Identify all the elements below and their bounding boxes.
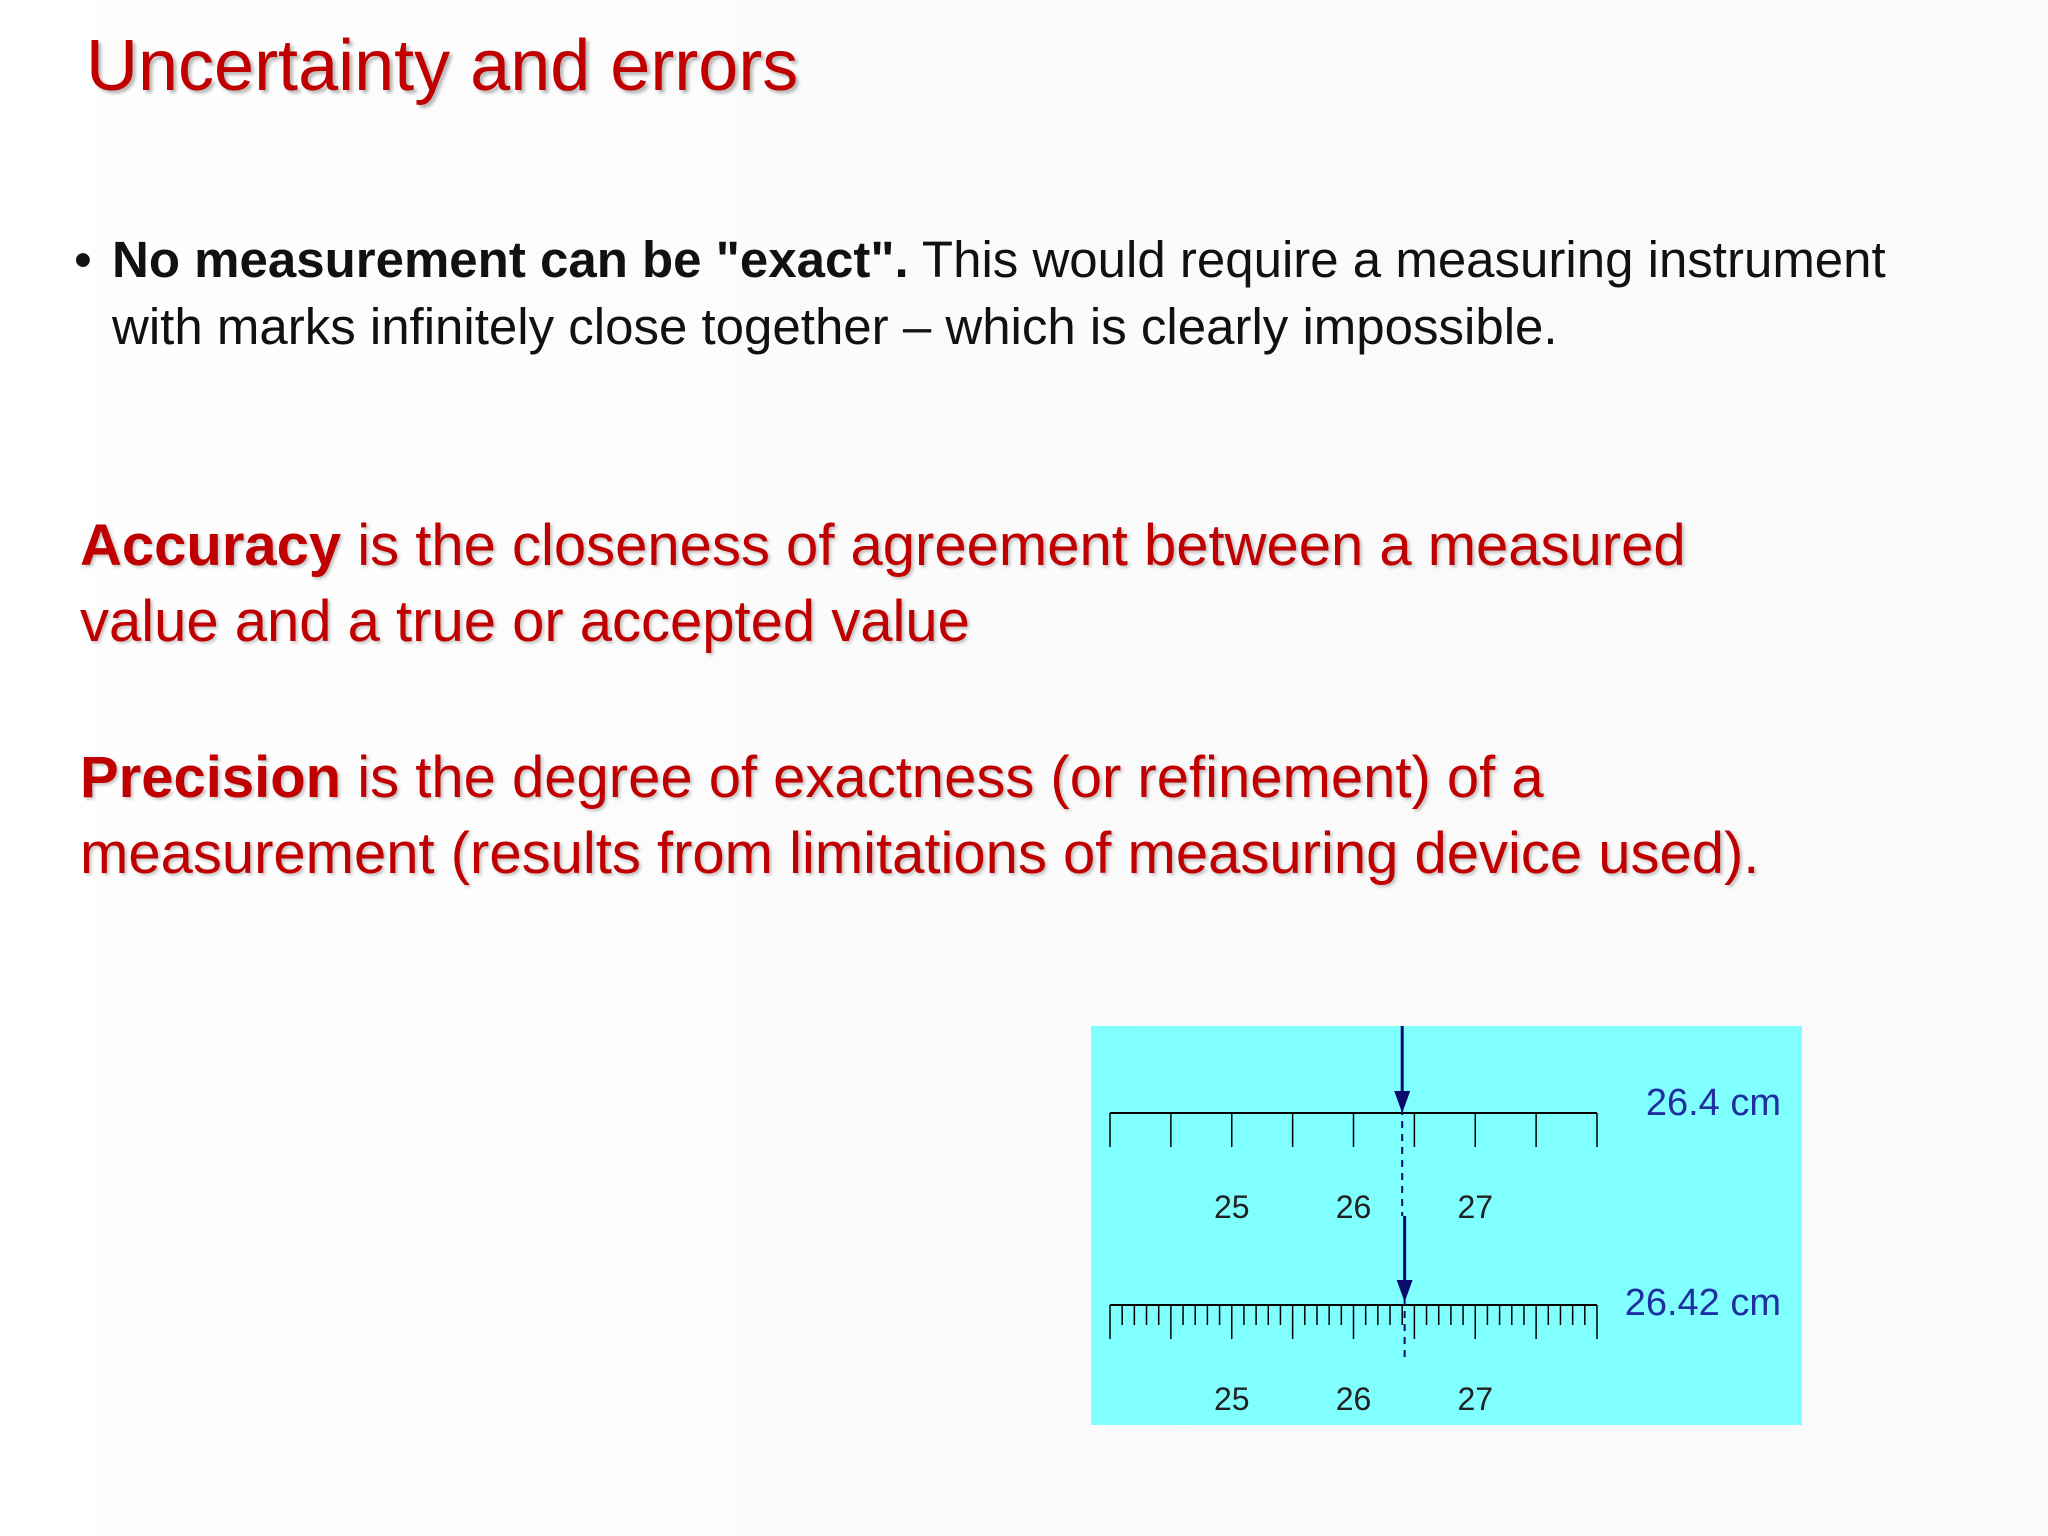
- coarse-ruler-tick-label: 25: [1213, 1189, 1250, 1225]
- fine-ruler-reading-label: 26.42 cm: [1624, 1282, 1781, 1324]
- ruler-figure: [1091, 1026, 1802, 1425]
- bullet-line-2: with marks infinitely close together – which is clearly impossible.: [112, 298, 1558, 355]
- coarse-ruler-tick-label: 26: [1335, 1189, 1372, 1225]
- accuracy-line-2: value and a true or accepted value: [80, 589, 970, 654]
- precision-line-1: [80, 740, 1960, 816]
- slide-title: Uncertainty and errors: [86, 26, 799, 106]
- accuracy-text-rest: is the closeness of agreement between a measured: [341, 513, 1686, 578]
- coarse-reading-arrow-head: [1394, 1091, 1410, 1113]
- bullet-bold-text: No measurement can be "exact".: [112, 231, 909, 288]
- ruler-diagram: [1091, 1026, 1802, 1425]
- fine-ruler-tick-label: 26: [1335, 1381, 1372, 1417]
- fine-reading-arrow-head: [1397, 1280, 1413, 1302]
- coarse-ruler-reading-label: 26.4 cm: [1645, 1082, 1781, 1124]
- bullet-point: [74, 226, 1974, 360]
- precision-term: Precision: [80, 745, 342, 810]
- coarse-ruler-tick-label: 27: [1457, 1189, 1494, 1225]
- bullet-line-1: [74, 226, 1974, 293]
- precision-line-2: measurement (results from limitations of measuring device used).: [80, 821, 1760, 886]
- bullet-text-rest: This would require a measuring instrument: [908, 231, 1886, 288]
- precision-text-rest: is the degree of exactness (or refinement) of a: [341, 745, 1544, 810]
- fine-ruler-tick-label: 25: [1213, 1381, 1250, 1417]
- accuracy-term: Accuracy: [80, 513, 342, 578]
- fine-ruler-tick-label: 27: [1457, 1381, 1494, 1417]
- bullet-marker: •: [74, 231, 92, 288]
- accuracy-line-1: [80, 508, 1960, 584]
- accuracy-definition: [80, 508, 1960, 660]
- precision-definition: [80, 740, 1960, 892]
